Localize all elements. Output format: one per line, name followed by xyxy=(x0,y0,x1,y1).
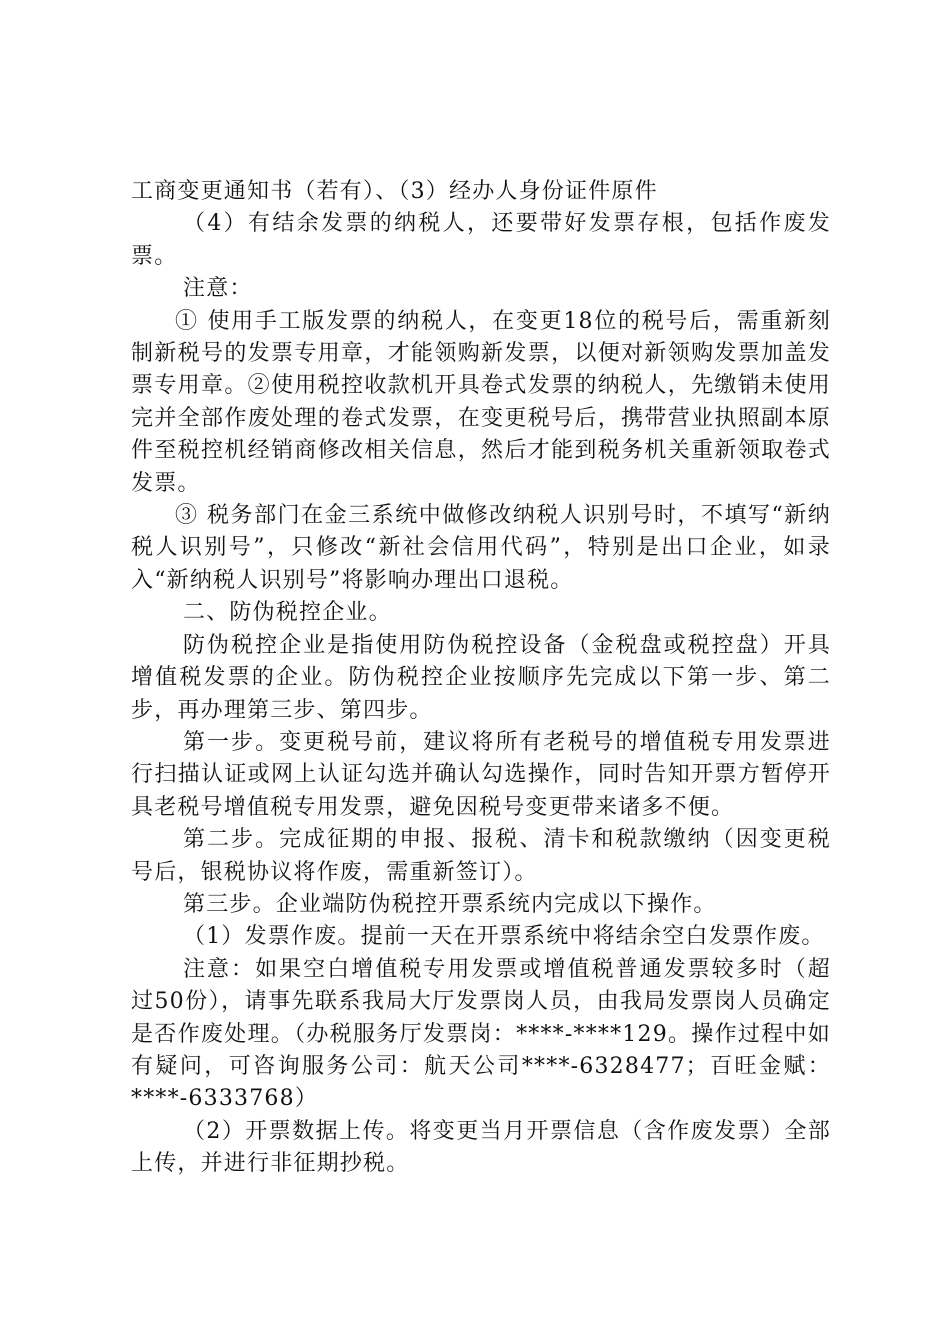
paragraph-3: 注意： xyxy=(183,276,253,302)
paragraph-5: ③ 税务部门在金三系统中做修改纳税人识别号时，不填写“新纳税人识别号”，只修改“新社会信用代码”，特别是出口企业，如录入“新纳税人识别号”将影响办理出口退税。 xyxy=(131,503,831,593)
paragraph-6: 二、防伪税控企业。 xyxy=(183,600,392,626)
document-body xyxy=(131,176,831,1181)
paragraph-9: 第二步。完成征期的申报、报税、清卡和税款缴纳（因变更税号后，银税协议将作废，需重新签订）。 xyxy=(131,827,831,885)
paragraph-8: 第一步。变更税号前，建议将所有老税号的增值税专用发票进行扫描认证或网上认证勾选并确认勾选操作，同时告知开票方暂停开具老税号增值税专用发票，避免因税号变更带来诸多不便。 xyxy=(131,729,831,820)
paragraph-4: ① 使用手工版发票的纳税人，在变更18位的税号后，需重新刻制新税号的发票专用章，才能领购新发票，以便对新领购发票加盖发票专用章。②使用税控收款机开具卷式发票的纳税人，先缴销未使用完并全部作废处理的卷式发票，在变更税号后，携带营业执照副本原件至税控机经销商修改相关信息，然后才能到税务机关重新领取卷式发票。 xyxy=(131,308,831,496)
paragraph-10: 第三步。企业端防伪税控开票系统内完成以下操作。 xyxy=(183,891,717,917)
paragraph-1: 工商变更通知书（若有）、（3）经办人身份证件原件 xyxy=(131,179,658,204)
paragraph-12: 注意：如果空白增值税专用发票或增值税普通发票较多时（超过50份），请事先联系我局大厅发票岗人员，由我局发票岗人员确定是否作废处理。（办税服务厅发票岗：****-****129。操作过程中如有疑问，可咨询服务公司：航天公司****-6328477；百旺金赋：****-6333768） xyxy=(131,956,831,1112)
paragraph-11: （1）发票作废。提前一天在开票系统中将结余空白发票作废。 xyxy=(183,924,825,950)
paragraph-13: （2）开票数据上传。将变更当月开票信息（含作废发票）全部上传，并进行非征期抄税。 xyxy=(131,1118,831,1177)
paragraph-2: （4）有结余发票的纳税人，还要带好发票存根，包括作废发票。 xyxy=(131,211,831,269)
paragraph-7: 防伪税控企业是指使用防伪税控设备（金税盘或税控盘）开具增值税发票的企业。防伪税控企业按顺序先完成以下第一步、第二步，再办理第三步、第四步。 xyxy=(131,632,831,723)
